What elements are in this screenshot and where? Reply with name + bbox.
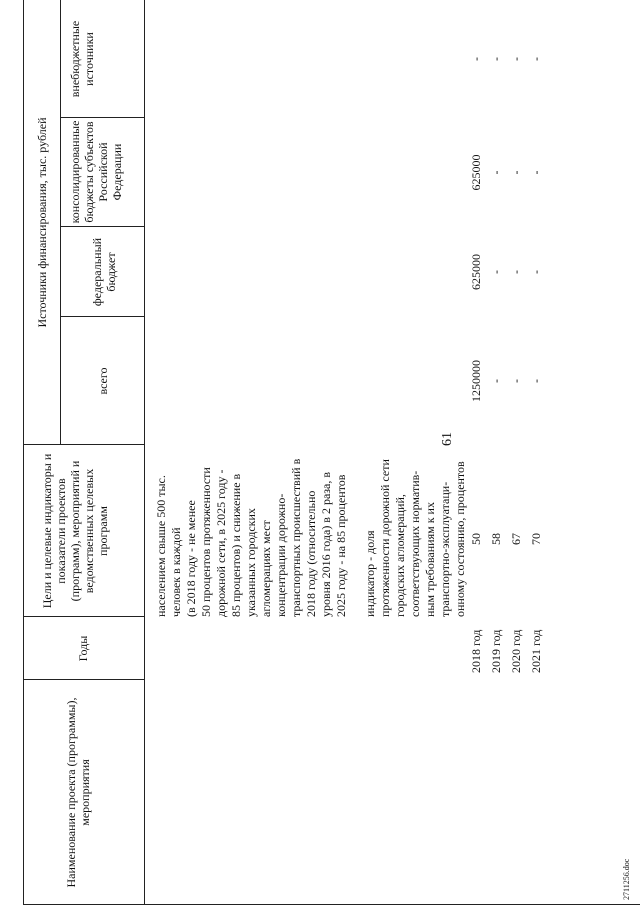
header-goals-indicators: Цели и целевые индикаторы и показатели проектов (программ), мероприятий и ведомственных целевых программ xyxy=(40,453,110,609)
row-extra: - xyxy=(529,57,543,61)
row-year: 2019 год xyxy=(489,629,503,673)
row-total: - xyxy=(529,379,543,383)
header-total: всего xyxy=(96,367,110,395)
description-line: индикатор - доля xyxy=(363,530,377,617)
row-year: 2020 год xyxy=(509,629,523,673)
row-indicator-value: 50 xyxy=(469,533,483,545)
row-extra: - xyxy=(469,57,483,61)
goals-description xyxy=(154,437,468,617)
page-number: 61 xyxy=(440,432,455,446)
row-extra: - xyxy=(489,57,503,61)
row-year: 2018 год xyxy=(469,629,483,673)
description-line: уровня 2016 года) в 2 раза, в xyxy=(319,471,333,617)
description-line: онному состоянию, процентов xyxy=(453,461,467,617)
description-line: соответствующих норматив- xyxy=(408,470,422,617)
row-total: 1250000 xyxy=(469,360,483,402)
header-project-name: Наименование проекта (программы), мероприятия xyxy=(64,697,92,888)
row-federal: - xyxy=(529,270,543,274)
description-line: агломерациях мест xyxy=(259,520,273,617)
description-line: транспортно-эксплуатаци- xyxy=(438,481,452,617)
row-indicator-value: 58 xyxy=(489,533,503,545)
col-divider-federal-regional xyxy=(60,226,144,227)
col-divider-regional-extra xyxy=(60,117,144,118)
header-regional-budgets: консолидированные бюджеты субъектов Российской Федерации xyxy=(68,120,124,224)
description-line: протяженности дорожной сети xyxy=(378,459,392,617)
row-regional: 625000 xyxy=(469,154,483,191)
row-indicator-value: 67 xyxy=(509,533,523,545)
description-line: человек в каждой xyxy=(169,527,183,617)
description-line: 85 процентов) и снижение в xyxy=(229,473,243,617)
header-federal-budget: федеральный бюджет xyxy=(90,237,118,307)
row-regional: - xyxy=(529,170,543,175)
row-total: - xyxy=(489,379,503,383)
header-financing-sources: Источники финансирования, тыс. рублей xyxy=(35,117,49,328)
row-federal: - xyxy=(509,270,523,274)
header-years: Годы xyxy=(76,635,90,662)
description-line: 2018 году (относительно xyxy=(304,490,318,617)
document-footer: 2711256.doc xyxy=(622,858,631,900)
description-line: (в 2018 году - не менее xyxy=(184,500,198,617)
table-header-bottom-border xyxy=(144,0,145,905)
description-line: концентрации дорожно- xyxy=(274,493,288,617)
row-extra: - xyxy=(509,57,523,61)
row-year: 2021 год xyxy=(529,629,543,673)
description-line: дорожной сети, в 2025 году - xyxy=(214,469,228,617)
description-line: ным требованиям к их xyxy=(423,502,437,617)
sources-subheader-line xyxy=(60,0,61,445)
description-line: указанных городских xyxy=(244,508,258,617)
description-line: 2025 году - на 85 процентов xyxy=(334,474,348,617)
header-extra-budgetary: внебюджетные источники xyxy=(68,20,96,98)
row-regional: - xyxy=(489,170,503,175)
description-line: 50 процентов протяженности xyxy=(199,467,213,617)
row-indicator-value: 70 xyxy=(529,533,543,545)
row-total: - xyxy=(509,379,523,383)
description-line: населением свыше 500 тыс. xyxy=(154,475,168,617)
description-line: транспортных происшествий в xyxy=(289,458,303,617)
table-top-border xyxy=(23,0,24,905)
description-line: городских агломераций, xyxy=(393,494,407,617)
row-federal: 625000 xyxy=(469,254,483,290)
row-regional: - xyxy=(509,170,523,175)
row-federal: - xyxy=(489,270,503,274)
description-gap xyxy=(349,437,363,617)
